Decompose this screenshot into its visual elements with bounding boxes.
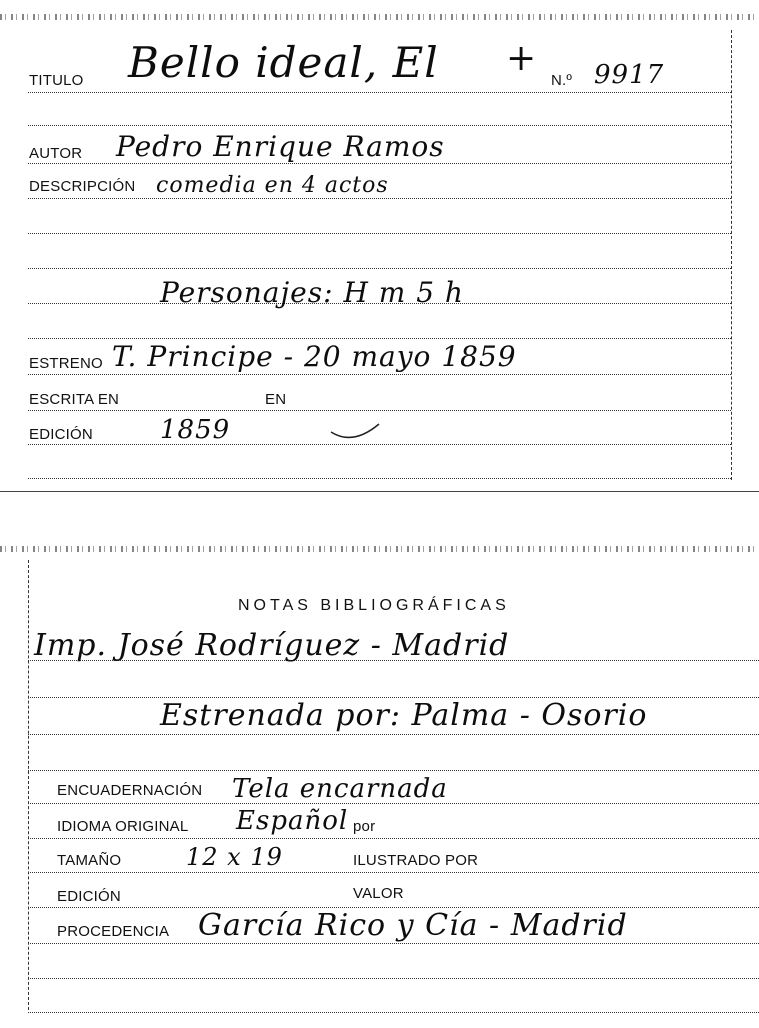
idioma-label: IDIOMA ORIGINAL <box>57 818 189 835</box>
ruled-line <box>28 92 731 93</box>
tamano-value: 12 x 19 <box>186 843 283 871</box>
card-bottom-edge <box>0 491 759 492</box>
ruled-line <box>28 734 759 735</box>
numero-value: 9917 <box>594 60 665 90</box>
ruled-line <box>28 478 731 479</box>
descripcion-label: DESCRIPCIÓN <box>29 178 136 195</box>
autor-value: Pedro Enrique Ramos <box>116 130 445 163</box>
estreno-label: ESTRENO <box>29 355 103 372</box>
ruled-line <box>28 125 731 126</box>
notas-heading: NOTAS BIBLIOGRÁFICAS <box>238 597 510 614</box>
descripcion-value: comedia en 4 actos <box>156 173 389 198</box>
encuadernacion-value: Tela encarnada <box>232 774 448 804</box>
titulo-label: TITULO <box>29 72 84 89</box>
ink-stroke-mark <box>325 418 385 448</box>
ruled-line <box>28 233 731 234</box>
escrita-en-label: ESCRITA EN <box>29 391 120 408</box>
autor-label: AUTOR <box>29 145 83 162</box>
personajes-value: Personajes: H m 5 h <box>160 276 464 309</box>
ruled-line <box>28 163 731 164</box>
ruled-line <box>28 770 759 771</box>
idioma-value: Español <box>236 806 349 836</box>
numero-label: N.º <box>551 72 573 89</box>
ruled-line <box>28 268 731 269</box>
estreno-value: T. Principe - 20 mayo 1859 <box>112 340 517 373</box>
ruled-line <box>28 198 731 199</box>
ruled-line <box>28 838 759 839</box>
procedencia-value: García Rico y Cía - Madrid <box>198 908 628 943</box>
cross-mark: + <box>506 38 538 79</box>
scan-edge-top <box>0 14 759 20</box>
ruled-line <box>28 338 731 339</box>
ruled-line <box>28 943 759 944</box>
por-label: por <box>353 818 376 835</box>
card-right-border <box>731 30 732 480</box>
scan-edge-bottom-card <box>0 546 759 552</box>
edicion-label: EDICIÓN <box>29 426 93 443</box>
ruled-line <box>28 374 731 375</box>
valor-label: VALOR <box>353 885 404 902</box>
ruled-line <box>28 872 759 873</box>
note-line-1: Imp. José Rodríguez - Madrid <box>34 628 510 663</box>
encuadernacion-label: ENCUADERNACIÓN <box>57 782 203 799</box>
note-line-2: Estrenada por: Palma - Osorio <box>160 698 648 733</box>
ilustrado-label: ILUSTRADO POR <box>353 852 479 869</box>
edicion-value: 1859 <box>160 415 231 445</box>
ruled-line <box>28 1012 759 1013</box>
ruled-line <box>28 410 731 411</box>
titulo-value: Bello ideal, El <box>128 38 439 87</box>
procedencia-label: PROCEDENCIA <box>57 923 170 940</box>
tamano-label: TAMAÑO <box>57 852 122 869</box>
en-label: EN <box>265 391 287 408</box>
ruled-line <box>28 978 759 979</box>
edicion-label-2: EDICIÓN <box>57 888 121 905</box>
